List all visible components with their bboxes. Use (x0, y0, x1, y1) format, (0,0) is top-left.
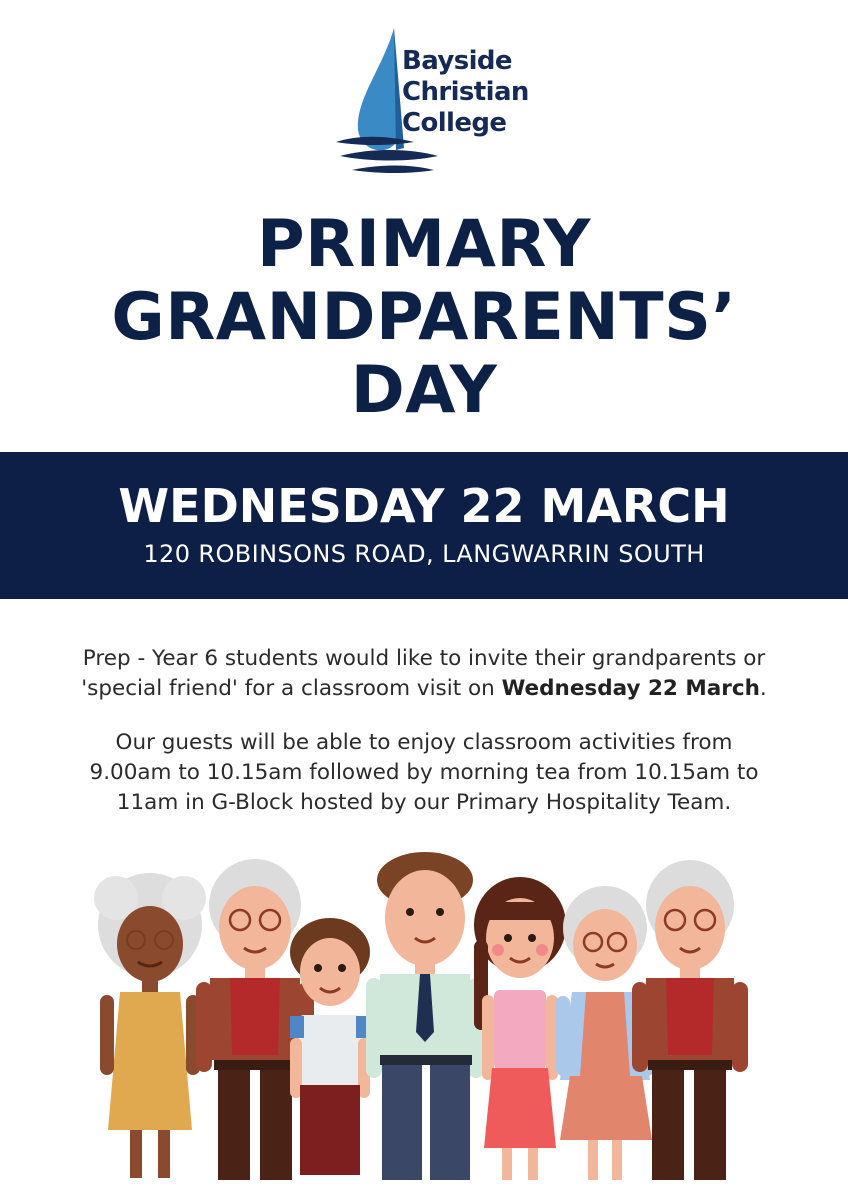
intro-date-bold: Wednesday 22 March (501, 676, 760, 701)
title-line-2: GRANDPARENTS’ (111, 280, 737, 355)
intro-line-2-suffix: . (759, 676, 767, 701)
logo-line-1: Bayside (402, 46, 512, 76)
father-figure (366, 852, 484, 1180)
intro-line-2-prefix: 'special friend' for a classroom visit on (81, 676, 502, 701)
grandmother-figure (94, 873, 206, 1178)
family-group-illustration (90, 850, 760, 1195)
intro-line-1: Prep - Year 6 students would like to invite their grandparents or (82, 646, 766, 671)
college-logo (330, 24, 530, 180)
event-date: WEDNESDAY 22 MARCH (118, 479, 730, 533)
title-line-1: PRIMARY (257, 207, 591, 282)
page-title (0, 208, 848, 427)
boy-figure (290, 918, 370, 1175)
intro-paragraph (24, 644, 824, 704)
details-paragraph (24, 728, 824, 818)
details-line-1: Our guests will be able to enjoy classroom activities from (115, 730, 733, 755)
title-line-3: DAY (350, 353, 498, 428)
logo-line-2: Christian (402, 77, 529, 107)
logo-line-3: College (402, 108, 507, 138)
logo-wordmark (402, 46, 542, 139)
details-line-3: 11am in G-Block hosted by our Primary Hospitality Team. (116, 790, 732, 815)
details-line-2: 9.00am to 10.15am followed by morning tea from 10.15am to (89, 760, 759, 785)
intro-line-2 (24, 674, 824, 704)
date-banner (0, 452, 848, 599)
event-address: 120 ROBINSONS ROAD, LANGWARRIN SOUTH (143, 540, 705, 568)
mother-figure (474, 877, 566, 1180)
